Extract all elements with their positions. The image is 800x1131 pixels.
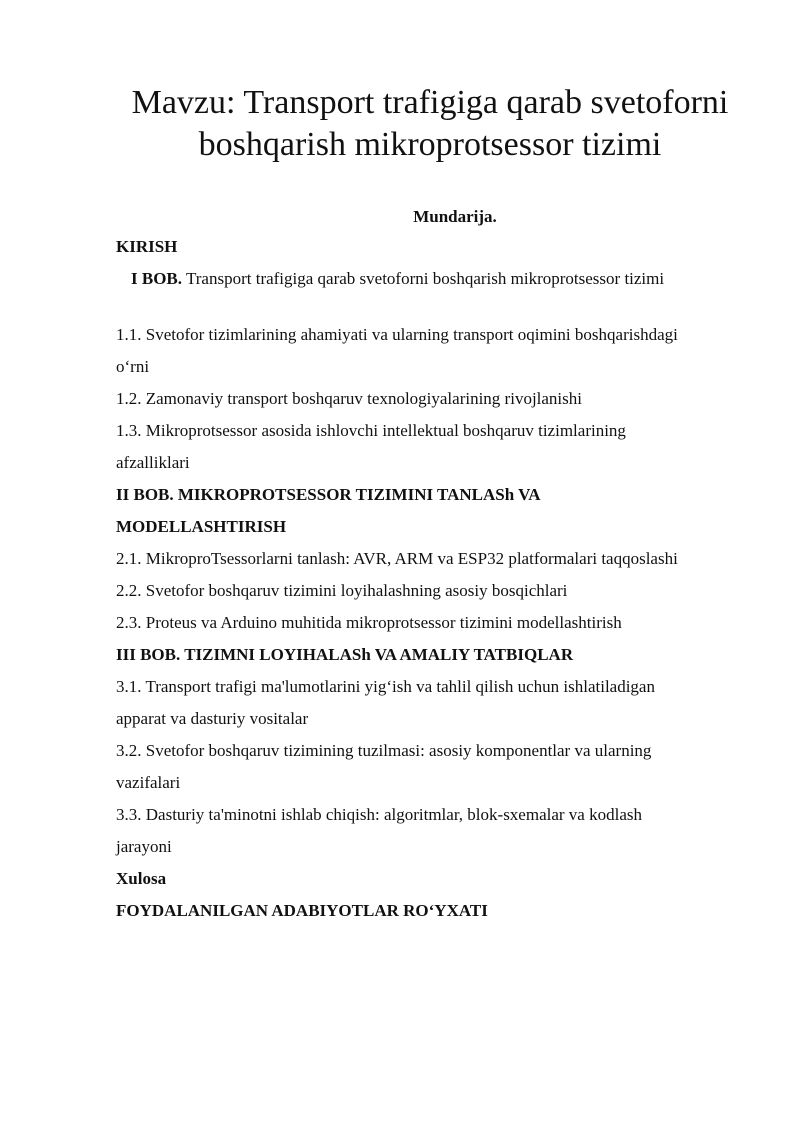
toc-section-1-3-line-2: afzalliklari (116, 453, 190, 472)
toc-chapter-3: III BOB. TIZIMNI LOYIHALASh VA AMALIY TATBIQLAR (116, 645, 574, 664)
toc-section-3-2-line-2: vazifalari (116, 773, 181, 792)
toc-section-2-1: 2.1. MikroproTsessorlarni tanlash: AVR, ARM va ESP32 platformalari taqqoslashi (116, 549, 678, 568)
toc-section-3-3-line-1: 3.3. Dasturiy ta'minotni ishlab chiqish: algoritmlar, blok-sxemalar va kodlash (116, 805, 642, 824)
toc-references: FOYDALANILGAN ADABIYOTLAR RO‘YXATI (116, 901, 488, 920)
chapter-1-title: Transport trafigiga qarab svetoforni boshqarish mikroprotsessor tizimi (182, 269, 665, 288)
contents-heading: Mundarija. (413, 207, 497, 226)
toc-chapter-2-line-2: MODELLASHTIRISH (116, 517, 287, 536)
toc-chapter-1 (116, 268, 756, 300)
toc-section-3-2-line-1: 3.2. Svetofor boshqaruv tizimining tuzilmasi: asosiy komponentlar va ularning (116, 741, 652, 760)
toc-section-3-1-line-1: 3.1. Transport trafigi ma'lumotlarini yig‘ish va tahlil qilish uchun ishlatiladigan (116, 677, 655, 696)
toc-section-2-3: 2.3. Proteus va Arduino muhitida mikroprotsessor tizimini modellashtirish (116, 613, 622, 632)
toc-section-2-2: 2.2. Svetofor boshqaruv tizimini loyihalashning asosiy bosqichlari (116, 581, 568, 600)
page-title (80, 82, 780, 166)
toc-section-3-1-line-2: apparat va dasturiy vositalar (116, 709, 309, 728)
title-line-1: Mavzu: Transport trafigiga qarab svetoforni (131, 84, 729, 121)
title-line-2: boshqarish mikroprotsessor tizimi (198, 126, 662, 163)
table-of-contents (116, 236, 756, 932)
chapter-1-label: I BOB. (131, 269, 183, 288)
toc-section-1-2: 1.2. Zamonaviy transport boshqaruv texnologiyalarining rivojlanishi (116, 389, 582, 408)
toc-conclusion: Xulosa (116, 869, 167, 888)
toc-chapter-2-line-1: II BOB. MIKROPROTSESSOR TIZIMINI TANLASh VA (116, 485, 541, 504)
toc-section-1-1-line-1: 1.1. Svetofor tizimlarining ahamiyati va ularning transport oqimini boshqarishdagi (116, 325, 678, 344)
toc-section-1-1-line-2: o‘rni (116, 357, 150, 376)
toc-section-3-3-line-2: jarayoni (116, 837, 172, 856)
toc-section-1-3-line-1: 1.3. Mikroprotsessor asosida ishlovchi intellektual boshqaruv tizimlarining (116, 421, 626, 440)
toc-intro: KIRISH (116, 237, 178, 256)
